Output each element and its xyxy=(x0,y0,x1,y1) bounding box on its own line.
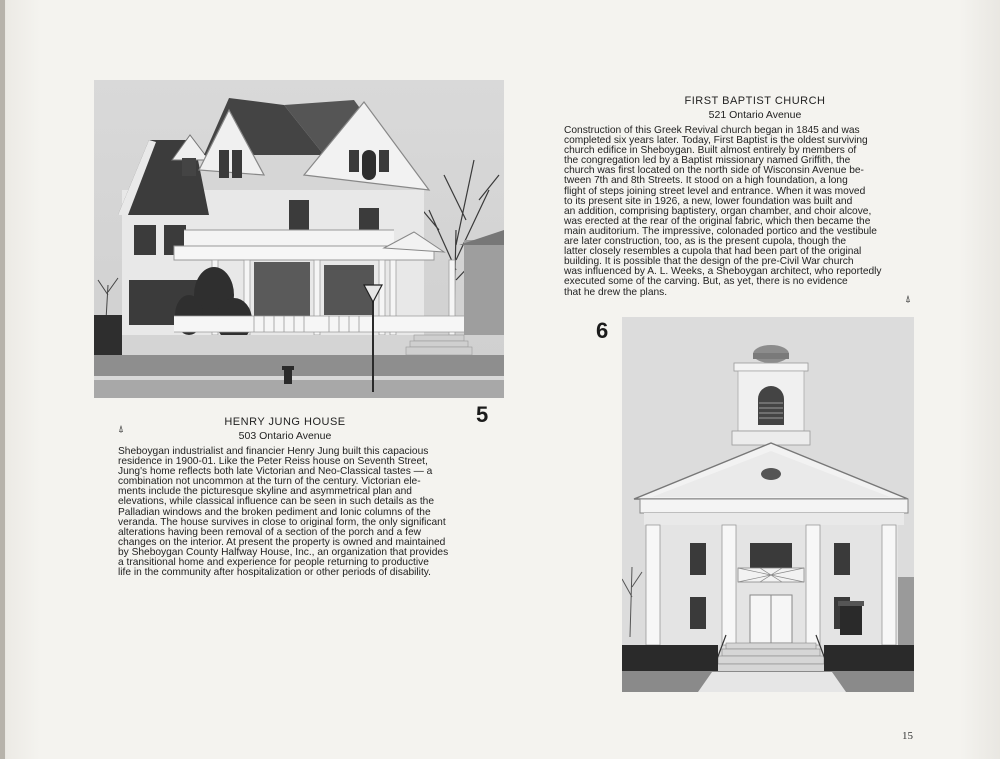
entry-6-line: executed some of the carving. But, as yet, there is no evidence xyxy=(564,276,848,288)
entry-6-line: the congregation led by a Baptist missionary named Griffith, the xyxy=(564,155,851,167)
entry-6-line: an addition, comprising baptistery, organ chamber, and choir alcove, xyxy=(564,205,872,217)
entry-6-line: completed six years later. Today, First Baptist is the oldest surviving xyxy=(564,135,868,147)
entry-6-line: was erected at the rear of the original fabric, which then became the xyxy=(564,215,871,227)
entry-6-line: to its present site in 1926, a new, lower foundation was built and xyxy=(564,195,853,207)
entry-5-line: alterations having been removal of a section of the porch and a few xyxy=(118,526,421,538)
entry-6-line: that he drew the plans. xyxy=(564,286,668,298)
entry-5-line: veranda. The house survives in close to original form, the only significant xyxy=(118,516,446,528)
entry-5-number: 5 xyxy=(476,402,489,427)
tree-symbol-icon: ⍋ xyxy=(905,294,911,305)
page-number: 15 xyxy=(902,730,913,742)
entry-5-line: a transitional home and experience for people returning to productive xyxy=(118,557,429,569)
tree-symbol-icon: ⍋ xyxy=(118,424,124,435)
entry-6-line: Construction of this Greek Revival church began in 1845 and was xyxy=(564,125,860,136)
entry-5-title: HENRY JUNG HOUSE xyxy=(224,416,346,428)
entry-5-line: combination not uncommon at the turn of the century. Victorian ele- xyxy=(118,476,421,488)
page-binding-edge xyxy=(0,0,5,759)
entry-5-line: Palladian windows and the broken pediment and Ionic columns of the xyxy=(118,506,431,518)
entry-5-line: Jung's home reflects both late Victorian and Neo-Classical tastes — a xyxy=(118,466,433,478)
entry-6-line: main auditorium. The impressive, colonaded portico and the vestibule xyxy=(564,225,877,237)
entry-5-line: ments include the picturesque skyline and asymmetrical plan and xyxy=(118,486,412,498)
henry-jung-house-photo xyxy=(94,80,504,398)
entry-6-line: church edifice in Sheboygan. Built almost entirely by members of xyxy=(564,145,857,157)
entry-6-line: are later construction, too, as is the present cupola, though the xyxy=(564,236,847,248)
entry-6-body-text xyxy=(564,126,914,298)
entry-5-line: by Sheboygan County Halfway House, Inc., an organization that provides xyxy=(118,546,449,558)
entry-6-number: 6 xyxy=(596,318,609,343)
entry-6-title: FIRST BAPTIST CHURCH xyxy=(684,95,826,107)
entry-5-body-text xyxy=(118,447,480,578)
entry-5-line: residence in 1900-01. Like the Peter Reiss house on Seventh Street, xyxy=(118,456,428,468)
entry-5-address: 503 Ontario Avenue xyxy=(238,430,332,442)
entry-5-line: elevations, while classical influence can be seen in such details as the xyxy=(118,496,434,508)
entry-6-address: 521 Ontario Avenue xyxy=(708,109,802,121)
entry-6-line: was influenced by A. L. Weeks, a Sheboygan architect, who reportedly xyxy=(564,266,882,278)
entry-5-line: Sheboygan industrialist and financier Henry Jung built this capacious xyxy=(118,446,429,457)
entry-6-line: latter closely resembles a cupola that had been part of the original xyxy=(564,246,862,258)
first-baptist-church-photo xyxy=(622,317,914,692)
entry-5-line: life in the community after hospitalization or other periods of disability. xyxy=(118,567,431,579)
entry-5-line: changes on the interior. At present the property is owned and maintained xyxy=(118,536,446,548)
entry-6-line: church was first located on the north side of Wisconsin Avenue be- xyxy=(564,165,864,177)
entry-6-line: tween 7th and 8th Streets. It stood on a high foundation, a long xyxy=(564,175,848,187)
entry-6-line: building. It is possible that the design of the pre-Civil War church xyxy=(564,256,854,268)
entry-6-line: flight of steps joining street level and entrance. When it was moved xyxy=(564,185,866,197)
